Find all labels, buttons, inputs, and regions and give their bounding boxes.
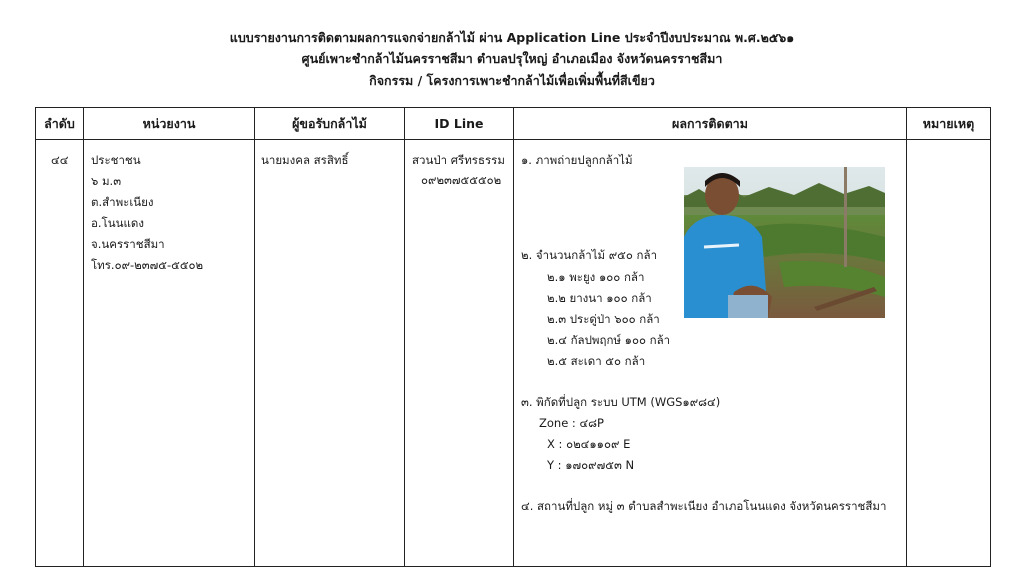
report-title: แบบรายงานการติดตามผลการแจกจ่ายกล้าไม้ ผ่าน Application Line ประจำปีงบประมาณ พ.ศ.๒๕๖๑ <box>229 30 795 45</box>
cell-result <box>514 140 907 567</box>
agency-phone: โทร.๐๙-๒๓๗๕-๕๕๐๒ <box>91 258 204 272</box>
report-subtitle-activity: กิจกรรม / โครงการเพาะชำกล้าไม้เพื่อเพิ่มพื้นที่สีเขียว <box>369 73 655 88</box>
report-subtitle-center: ศูนย์เพาะชำกล้าไม้นครราชสีมา ตำบลปรุใหญ่ อำเภอเมือง จังหวัดนครราชสีมา <box>301 51 723 66</box>
cell-line-id <box>405 140 514 567</box>
species-item: ๒.๔ กัลปพฤกษ์ ๑๐๐ กล้า <box>547 333 671 347</box>
table-row <box>36 140 991 567</box>
cell-agency <box>84 140 255 567</box>
col-header-result: ผลการติดตาม <box>514 108 907 140</box>
result-item-photo: ๑. ภาพถ่ายปลูกกล้าไม้ <box>521 153 633 167</box>
agency-line: จ.นครราชสีมา <box>91 237 165 251</box>
col-header-line-id: ID Line <box>405 108 514 140</box>
line-id-name: สวนป่า ศรีทรธรรม <box>412 153 505 167</box>
col-header-remark: หมายเหตุ <box>907 108 991 140</box>
report-table <box>35 107 991 567</box>
utm-x: X : ๐๒๔๑๑๐๙ E <box>547 437 631 451</box>
agency-line: อ.โนนแดง <box>91 216 144 230</box>
recipient-name: นายมงคล สรสิทธิ์ <box>261 153 349 167</box>
seq-number: ๔๔ <box>51 153 69 167</box>
utm-zone: Zone : ๔๘P <box>539 416 604 430</box>
result-item-location: ๔. สถานที่ปลูก หมู่ ๓ ตำบลสำพะเนียง อำเภอโนนแดง จังหวัดนครราชสีมา <box>521 499 887 513</box>
agency-line: ประชาชน <box>91 153 141 167</box>
utm-y: Y : ๑๗๐๙๗๕๓ N <box>547 458 635 472</box>
col-header-seq: ลำดับ <box>36 108 84 140</box>
species-item: ๒.๑ พะยูง ๑๐๐ กล้า <box>547 270 645 284</box>
line-id-phone: ๐๙๒๓๗๕๕๕๐๒ <box>421 173 502 187</box>
col-header-agency: หน่วยงาน <box>84 108 255 140</box>
cell-remark <box>907 140 991 567</box>
col-header-recipient: ผู้ขอรับกล้าไม้ <box>255 108 405 140</box>
result-item-coordinates: ๓. พิกัดที่ปลูก ระบบ UTM (WGS๑๙๘๔) <box>521 395 721 409</box>
agency-line: ๖ ม.๓ <box>91 174 122 188</box>
table-header-row <box>36 108 991 140</box>
species-item: ๒.๒ ยางนา ๑๐๐ กล้า <box>547 291 652 305</box>
agency-line: ต.สำพะเนียง <box>91 195 154 209</box>
result-item-quantity: ๒. จำนวนกล้าไม้ ๙๕๐ กล้า <box>521 248 658 262</box>
species-item: ๒.๕ สะเดา ๕๐ กล้า <box>547 354 646 368</box>
cell-seq <box>36 140 84 567</box>
species-item: ๒.๓ ประดู่ป่า ๖๐๐ กล้า <box>547 312 660 326</box>
cell-recipient <box>255 140 405 567</box>
planting-photo <box>684 167 885 318</box>
